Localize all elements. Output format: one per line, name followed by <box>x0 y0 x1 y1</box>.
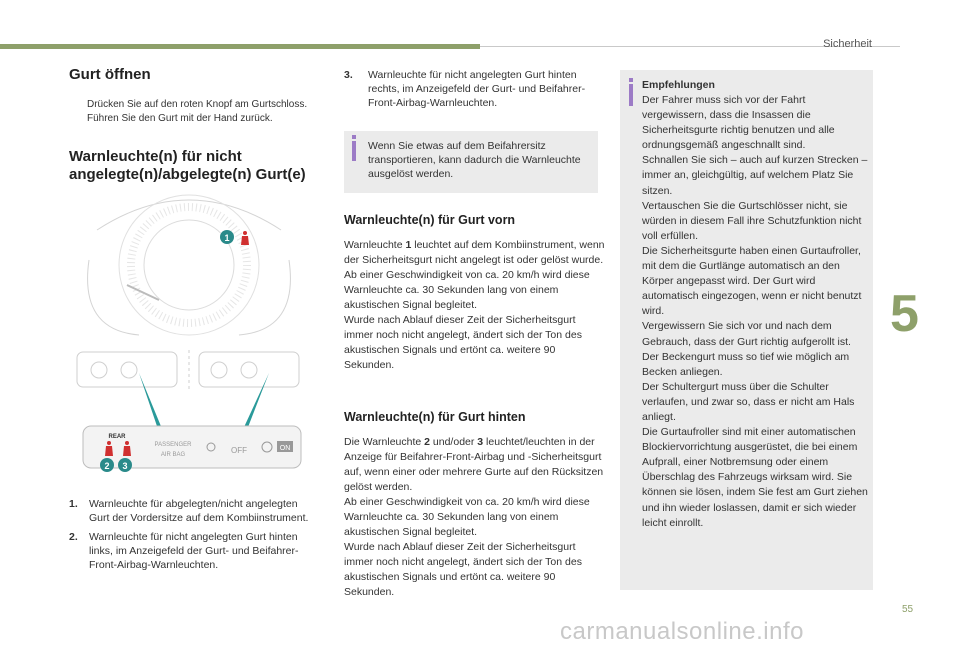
info-text: Wenn Sie etwas auf dem Beifahrersitz transportieren, kann dadurch die Warnleuchte ausgelöst werden. <box>368 140 581 180</box>
paragraph-gurt-vorn <box>344 238 606 373</box>
paragraph-gurt-hinten <box>344 435 606 600</box>
recommendations-title: Empfehlungen <box>642 79 715 91</box>
list-number: 3. <box>344 69 353 81</box>
heading-gurt-oeffnen: Gurt öffnen <box>69 66 151 83</box>
callout-3-label: 3 <box>122 461 128 471</box>
section-title: Sicherheit <box>823 38 872 50</box>
heading-line-2: angelegte(n)/abgelegte(n) Gurt(e) <box>69 166 306 183</box>
rear-label: REAR <box>108 434 126 440</box>
recommendations-body: Der Fahrer muss sich vor der Fahrt vergewissern, dass die Insassen die Sicherheitsgurte richtig benutzen und alle ordnungsgemäß angeschnallt sind. Schnallen Sie sich – auch auf kurzen Strecken – immer an, gleichgültig, auf welchem Platz Sie sitzen. Vertauschen Sie die Gurtschlösser nicht, sie würden in diesem Fall ihre Schutzfunktion nicht voll erfüllen. Die Sicherheitsgurte haben einen Gurtaufroller, mit dem die Gurtlänge automatisch an den Körper angepasst wird. Der Gurt wird automatisch eingezogen, wenn er nicht benutzt wird. Vergewissern Sie sich vor und nach dem Gebrauch, dass der Gurt richtig aufgerollt ist. Der Beckengurt muss so tief wie möglich am Becken anliegen. Der Schultergurt muss über die Schulter verlaufen, und zwar so, dass er nicht am Hals anliegt. Die Gurtaufroller sind mit einer automatischen Blockiervorrichtung ausgerüstet, die bei einem Aufprall, einer Notbremsung oder einem Überschlag des Fahrzeugs wirksam wird. Sie können sie lösen, indem Sie fest am Gurt ziehen und ihn wieder loslassen, damit er sich wieder leicht einrollt. <box>642 94 868 529</box>
list-item <box>69 530 319 572</box>
chapter-number: 5 <box>890 285 919 343</box>
info-icon <box>629 78 633 82</box>
list-text: Warnleuchte für nicht angelegten Gurt hinten links, im Anzeigefeld der Gurt- und Beifahrer-Front-Airbag-Warnleuchten. <box>89 531 299 571</box>
list-number: 2. <box>69 531 78 543</box>
item-3 <box>344 68 600 110</box>
ref-number: 2 <box>424 436 430 448</box>
page-number: 55 <box>902 604 914 615</box>
text: leuchtet/leuchten in der Anzeige für Beifahrer-Front-Airbag und -Sicherheitsgurt auf, wenn einer oder mehrere Gurte auf den Rücksitzen gelöst werden. Ab einer Geschwindigkeit von ca. 20 km/h wird diese Warnleuchte ca. 30 Sekunden lang von einem akustischen Signal begleitet. Wurde nach Ablauf dieser Zeit der Sicherheitsgurt immer noch nicht angelegt, ändert sich der Ton des akustischen Signals und ertönt ca. weitere 90 Sekunden. <box>344 436 604 598</box>
info-box <box>344 131 598 193</box>
list-item <box>69 98 329 112</box>
text: und/oder <box>430 436 478 448</box>
heading-gurt-vorn: Warnleuchte(n) für Gurt vorn <box>344 213 516 227</box>
bullet-text: Führen Sie den Gurt mit der Hand zurück. <box>87 113 273 124</box>
bullet-list <box>69 98 329 126</box>
heading-warnleuchten <box>69 148 329 184</box>
seatbelt-warning-icon <box>241 231 249 245</box>
list-number: 1. <box>69 498 78 510</box>
info-icon-bar <box>629 84 633 106</box>
text: Die Warnleuchte <box>344 436 425 448</box>
column-left <box>69 66 329 184</box>
on-label: ON <box>279 445 291 452</box>
list-text: Warnleuchte für nicht angelegten Gurt hinten rechts, im Anzeigefeld der Gurt- und Beifahrer-Front-Airbag-Warnleuchten. <box>368 69 586 109</box>
numbered-list <box>69 497 319 577</box>
instrument-illustration <box>69 190 309 475</box>
list-text: Warnleuchte für abgelegten/nicht angelegten Gurt der Vordersitze auf dem Kombiinstrument. <box>89 498 309 524</box>
bullet-text: Drücken Sie auf den roten Knopf am Gurtschloss. <box>87 99 308 110</box>
ref-number: 1 <box>405 239 412 251</box>
ref-number: 3 <box>477 436 484 448</box>
callout-1-label: 1 <box>224 233 230 243</box>
off-label: OFF <box>231 446 247 455</box>
list-item <box>69 497 319 525</box>
heading-gurt-hinten: Warnleuchte(n) für Gurt hinten <box>344 410 526 424</box>
info-icon <box>352 135 356 139</box>
airbag-label: AIR BAG <box>160 452 186 458</box>
text: leuchtet auf dem Kombiinstrument, wenn der Sicherheitsgurt nicht angelegt ist oder gelöst wurde. Ab einer Geschwindigkeit von ca. 20 km/h wird diese Warnleuchte ca. 30 Sekunden lang von einem akustischen Signal begleitet. Wurde nach Ablauf dieser Zeit der Sicherheitsgurt immer noch nicht angelegt, ändert sich der Ton des akustischen Signals und ertönt ca. weitere 90 Sekunden. <box>344 239 605 371</box>
callout-2-label: 2 <box>104 461 110 471</box>
passenger-label: PASSENGER <box>154 442 192 448</box>
illustration-svg <box>69 190 309 475</box>
passenger-airbag-panel <box>83 426 301 468</box>
text: Warnleuchte <box>344 239 406 251</box>
list-item <box>69 112 329 126</box>
watermark: carmanualsonline.info <box>560 618 804 645</box>
recommendations-box <box>620 70 873 590</box>
info-icon-bar <box>352 141 356 161</box>
heading-line-1: Warnleuchte(n) für nicht <box>69 148 242 165</box>
header-accent-bar <box>0 44 480 49</box>
